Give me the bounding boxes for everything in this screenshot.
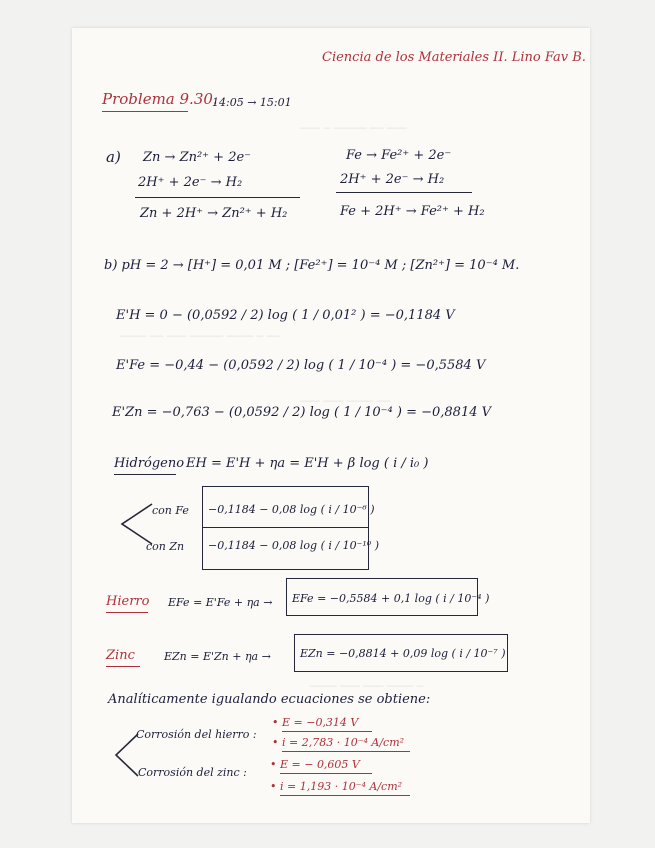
course-header: Ciencia de los Materiales II. Lino Fav B. [322,50,586,65]
zn-sum-line [135,197,300,198]
fe-reduction: 2H⁺ + 2e⁻ → H₂ [340,172,445,187]
iron-current-underline [282,751,410,752]
hydrogen-box-divider [202,527,369,528]
show-through-text: ─── ─── ──── ── [300,395,390,408]
show-through-text: ──── ─── ─── ──── ─ [310,680,424,693]
part-b-conditions: b) pH = 2 → [H⁺] = 0,01 M ; [Fe²⁺] = 10⁻⁴ M ; [Zn²⁺] = 10⁻⁴ M. [104,258,520,273]
problem-title: Problema 9.30. [102,90,218,108]
iron-result-equation: EFe = −0,5584 + 0,1 log ( i / 10⁻⁴ ) [292,592,490,605]
fe-oxidation: Fe → Fe²⁺ + 2e⁻ [346,148,452,163]
title-underline [102,111,188,112]
result-intro: Analíticamente igualando ecuaciones se obtiene: [108,692,431,707]
part-a-label: a) [106,148,121,166]
show-through-text: ─── ─ ───── ── ─── [300,122,407,135]
problem-time: 14:05 → 15:01 [212,96,292,109]
hydrogen-result-box [202,486,369,570]
zinc-corrosion-potential: • E = − 0,605 V [270,758,360,771]
zinc-equation: EZn = E'Zn + ηa → [164,650,271,663]
iron-equation: EFe = E'Fe + ηa → [168,596,273,609]
zinc-potential: E'Zn = −0,763 − (0,0592 / 2) log ( 1 / 10⁻⁴ ) = −0,8814 V [112,405,492,420]
iron-corrosion-potential: • E = −0,314 V [272,716,359,729]
hydrogen-potential: E'H = 0 − (0,0592 / 2) log ( 1 / 0,01² ) = −0,1184 V [116,308,455,323]
zinc-label: Zinc [106,648,135,663]
hydrogen-iron-equation: −0,1184 − 0,08 log ( i / 10⁻⁶ ) [208,503,375,516]
hydrogen-underline [114,474,176,475]
zinc-corrosion-current: • i = 1,193 · 10⁻⁴ A/cm² [270,780,403,793]
zinc-result-equation: EZn = −0,8814 + 0,09 log ( i / 10⁻⁷ ) [300,647,506,660]
zinc-corrosion-label: Corrosión del zinc : [138,766,247,779]
zinc-underline [106,666,140,667]
iron-potential-underline [282,731,372,732]
iron-corrosion-current: • i = 2,783 · 10⁻⁴ A/cm² [272,736,405,749]
zinc-current-underline [280,795,410,796]
hydrogen-equation: EH = E'H + ηa = E'H + β log ( i / i₀ ) [186,456,429,471]
zn-oxidation: Zn → Zn²⁺ + 2e⁻ [143,150,252,165]
hydrogen-label: Hidrógeno [114,456,185,471]
zinc-potential-underline [280,773,372,774]
iron-potential: E'Fe = −0,44 − (0,0592 / 2) log ( 1 / 10⁻⁴ ) = −0,5584 V [116,358,486,373]
fe-sum-line [336,192,472,193]
with-iron-label: con Fe [152,504,189,517]
with-zinc-label: con Zn [146,540,185,553]
iron-corrosion-label: Corrosión del hierro : [136,728,257,741]
fe-overall: Fe + 2H⁺ → Fe²⁺ + H₂ [340,204,485,219]
iron-underline [106,612,148,613]
hydrogen-zinc-equation: −0,1184 − 0,08 log ( i / 10⁻¹⁰ ) [208,539,379,552]
zn-overall: Zn + 2H⁺ → Zn²⁺ + H₂ [140,206,288,221]
show-through-text: ──── ── ─── ───── ──── ─ ── [120,330,281,343]
iron-label: Hierro [106,594,150,609]
zn-reduction: 2H⁺ + 2e⁻ → H₂ [138,175,243,190]
